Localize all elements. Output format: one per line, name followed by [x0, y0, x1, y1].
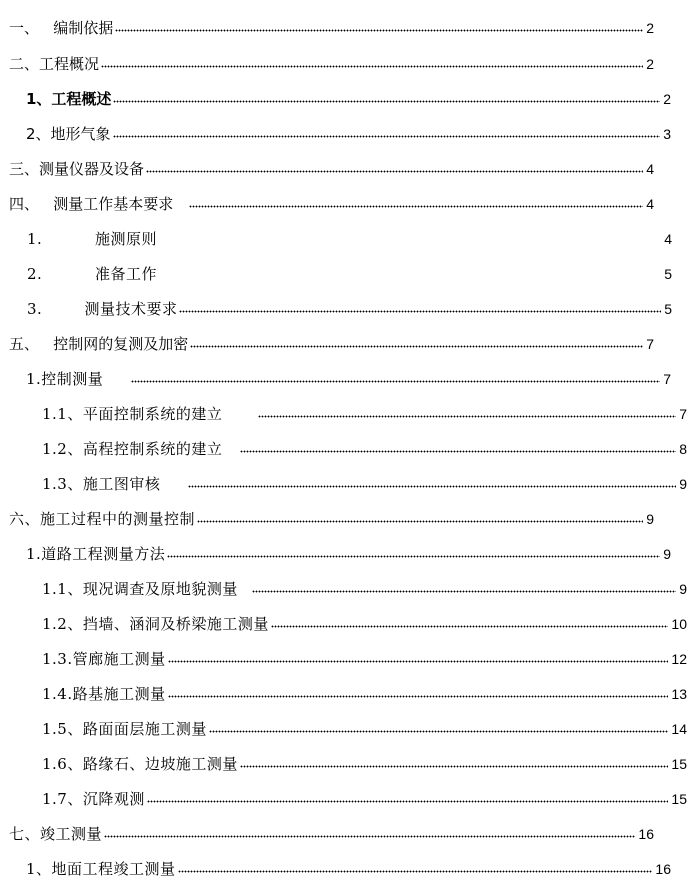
toc-entry[interactable] — [0, 788, 687, 810]
toc-dot-leader — [167, 553, 660, 559]
toc-entry-label: 1.道路工程测量方法 — [26, 545, 166, 563]
toc-entry[interactable] — [0, 403, 687, 425]
toc-page-number: 16 — [638, 826, 654, 842]
toc-page-number: 9 — [679, 581, 687, 597]
toc-entry[interactable] — [0, 613, 687, 635]
toc-dot-leader — [197, 518, 643, 524]
toc-entry-label: 3. 测量技术要求 — [27, 300, 178, 318]
toc-page-number: 7 — [663, 371, 671, 387]
toc-dot-leader — [101, 63, 643, 69]
toc-page-number: 13 — [671, 686, 687, 702]
toc-page-number: 2 — [646, 20, 654, 36]
toc-entry[interactable] — [0, 683, 687, 705]
toc-entry-label: 1.7、沉降观测 — [42, 790, 145, 808]
toc-page-number: 2 — [646, 56, 654, 72]
toc-dot-leader — [271, 623, 669, 629]
toc-entry[interactable] — [0, 298, 672, 320]
toc-dot-leader — [178, 868, 653, 874]
toc-entry-label: 四、 测量工作基本要求 — [9, 195, 174, 213]
toc-entry-label: 1.4.路基施工测量 — [42, 685, 166, 703]
toc-dot-leader — [179, 308, 661, 314]
toc-entry-label: 2、地形气象 — [26, 125, 111, 143]
toc-dot-leader — [209, 728, 669, 734]
toc-page-number: 10 — [671, 616, 687, 632]
toc-entry-label: 1、地面工程竣工测量 — [26, 860, 176, 878]
toc-entry-label: 1. 施测原则 — [27, 230, 157, 248]
toc-entry[interactable] — [0, 648, 687, 670]
toc-dot-leader — [252, 588, 676, 594]
toc-entry[interactable] — [0, 88, 671, 110]
toc-page-number: 7 — [679, 406, 687, 422]
toc-entry[interactable] — [0, 438, 687, 460]
toc-dot-leader — [115, 27, 643, 33]
toc-dot-leader — [189, 203, 643, 209]
toc-page-number: 7 — [646, 336, 654, 352]
toc-dot-leader — [113, 98, 660, 104]
toc-entry-label: 1.2、高程控制系统的建立 — [42, 440, 223, 458]
toc-entry[interactable] — [0, 158, 654, 180]
toc-dot-leader — [113, 133, 661, 139]
toc-entry-label: 1.1、现况调查及原地貌测量 — [42, 580, 238, 598]
toc-entry-label: 一、 编制依据 — [9, 19, 114, 37]
toc-entry-label: 1.控制测量 — [26, 370, 104, 388]
toc-entry-label: 三、测量仪器及设备 — [9, 160, 145, 178]
toc-entry-label: 二、工程概况 — [9, 55, 100, 73]
toc-entry-label: 六、施工过程中的测量控制 — [9, 510, 196, 528]
toc-dot-leader — [159, 238, 661, 244]
toc-dot-leader — [168, 658, 669, 664]
toc-page-number: 14 — [671, 721, 687, 737]
toc-page-number: 5 — [664, 266, 672, 282]
toc-page-number: 4 — [646, 196, 654, 212]
toc-dot-leader — [131, 378, 660, 384]
toc-page-number: 3 — [663, 126, 671, 142]
toc-entry[interactable] — [0, 193, 654, 215]
toc-page-number: 15 — [671, 756, 687, 772]
toc-page-number: 8 — [679, 441, 687, 457]
toc-dot-leader — [240, 448, 676, 454]
toc-page-number: 4 — [664, 231, 672, 247]
toc-dot-leader — [240, 763, 669, 769]
toc-entry[interactable] — [0, 718, 687, 740]
toc-page-number: 2 — [663, 91, 671, 107]
toc-dot-leader — [188, 483, 676, 489]
toc-entry[interactable] — [0, 543, 671, 565]
toc-entry[interactable] — [0, 53, 654, 75]
toc-entry[interactable] — [0, 858, 671, 880]
toc-page-number: 4 — [646, 161, 654, 177]
toc-dot-leader — [168, 693, 669, 699]
toc-dot-leader — [190, 343, 643, 349]
toc-entry-label: 1.3、施工图审核 — [42, 475, 161, 493]
toc-entry-label: 1.1、平面控制系统的建立 — [42, 405, 223, 423]
toc-dot-leader — [104, 833, 635, 839]
toc-page-number: 9 — [646, 511, 654, 527]
toc-page-number: 5 — [664, 301, 672, 317]
toc-page-number: 15 — [671, 791, 687, 807]
toc-entry[interactable] — [0, 368, 671, 390]
toc-page-number: 9 — [663, 546, 671, 562]
toc-entry[interactable] — [0, 578, 687, 600]
toc-page-number: 16 — [655, 861, 671, 877]
toc-entry-label: 1.3.管廊施工测量 — [42, 650, 166, 668]
toc-entry[interactable] — [0, 823, 654, 845]
toc-entry[interactable] — [0, 473, 687, 495]
toc-entry[interactable] — [0, 123, 671, 145]
toc-entry-label: 1、工程概述 — [26, 90, 112, 108]
toc-entry-label: 1.5、路面面层施工测量 — [42, 720, 207, 738]
toc-page-number: 12 — [671, 651, 687, 667]
toc-entry-label: 五、 控制网的复测及加密 — [9, 335, 189, 353]
toc-dot-leader — [146, 168, 643, 174]
toc-entry-label: 1.2、挡墙、涵洞及桥梁施工测量 — [42, 615, 269, 633]
toc-entry[interactable] — [0, 753, 687, 775]
toc-entry[interactable] — [0, 263, 672, 285]
toc-entry-label: 2. 准备工作 — [27, 265, 157, 283]
toc-dot-leader — [258, 413, 676, 419]
toc-page-number: 9 — [679, 476, 687, 492]
toc-entry[interactable] — [0, 17, 654, 39]
toc-dot-leader — [159, 273, 661, 279]
toc-entry-label: 1.6、路缘石、边坡施工测量 — [42, 755, 238, 773]
toc-entry[interactable] — [0, 333, 654, 355]
toc-entry-label: 七、竣工测量 — [9, 825, 103, 843]
toc-entry[interactable] — [0, 508, 654, 530]
toc-dot-leader — [147, 798, 669, 804]
toc-entry[interactable] — [0, 228, 672, 250]
